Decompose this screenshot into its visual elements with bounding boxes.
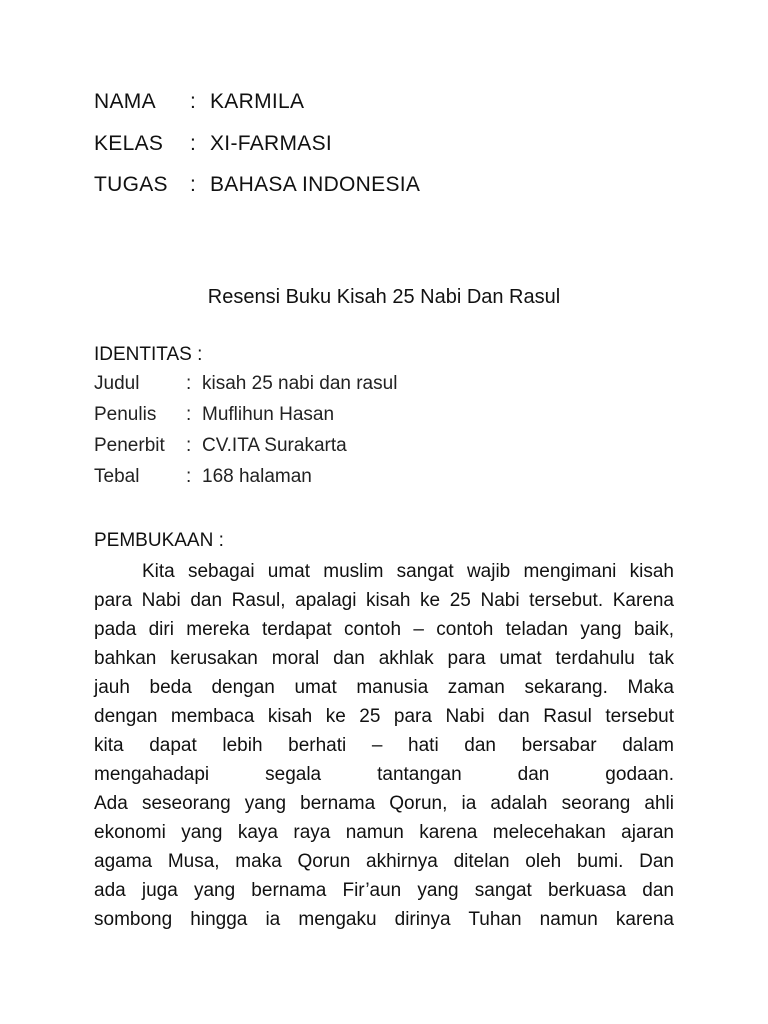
- identitas-row-judul: [94, 373, 397, 395]
- paragraph-line: kita dapat lebih berhati – hati dan bersabar dalam: [94, 735, 674, 756]
- identitas-label: Tebal: [94, 466, 140, 487]
- header-row-nama: [94, 90, 304, 114]
- identitas-heading: IDENTITAS :: [94, 344, 203, 365]
- identitas-value: kisah 25 nabi dan rasul: [202, 373, 398, 394]
- header-label: TUGAS: [94, 173, 168, 196]
- paragraph-line: dengan membaca kisah ke 25 para Nabi dan Rasul tersebut: [94, 706, 674, 727]
- paragraph-line: ada juga yang bernama Fir’aun yang sangat berkuasa dan: [94, 880, 674, 901]
- identitas-value: CV.ITA Surakarta: [202, 435, 347, 456]
- paragraph-line: ekonomi yang kaya raya namun karena melecehakan ajaran: [94, 822, 674, 843]
- paragraph-line: sombong hingga ia mengaku dirinya Tuhan namun karena: [94, 909, 674, 930]
- document-title: Resensi Buku Kisah 25 Nabi Dan Rasul: [207, 286, 561, 308]
- header-separator: :: [190, 132, 197, 155]
- paragraph-line: mengahadapi segala tantangan dan godaan.: [94, 764, 674, 785]
- identitas-row-tebal: [94, 466, 312, 488]
- identitas-label: Judul: [94, 373, 140, 394]
- paragraph-line: Kita sebagai umat muslim sangat wajib mengimani kisah: [142, 561, 674, 582]
- header-row-kelas: [94, 132, 332, 156]
- identitas-row-penulis: [94, 404, 334, 426]
- paragraph-line: para Nabi dan Rasul, apalagi kisah ke 25 Nabi tersebut. Karena: [94, 590, 674, 611]
- header-value: KARMILA: [210, 90, 305, 113]
- identitas-row-penerbit: [94, 435, 347, 457]
- identitas-separator: :: [186, 404, 192, 425]
- identitas-separator: :: [186, 466, 192, 487]
- identitas-separator: :: [186, 435, 192, 456]
- identitas-value: 168 halaman: [202, 466, 312, 487]
- paragraph-line: bahkan kerusakan moral dan akhlak para umat terdahulu tak: [94, 648, 674, 669]
- identitas-value: Muflihun Hasan: [202, 404, 335, 425]
- pembukaan-heading: PEMBUKAAN :: [94, 530, 224, 551]
- paragraph-line: Ada seseorang yang bernama Qorun, ia adalah seorang ahli: [94, 793, 674, 814]
- header-label: NAMA: [94, 90, 156, 113]
- paragraph-line: pada diri mereka terdapat contoh – contoh teladan yang baik,: [94, 619, 674, 640]
- header-value: XI-FARMASI: [210, 132, 333, 155]
- header-separator: :: [190, 173, 197, 196]
- header-row-tugas: [94, 173, 420, 197]
- header-separator: :: [190, 90, 197, 113]
- header-label: KELAS: [94, 132, 164, 155]
- identitas-separator: :: [186, 373, 192, 394]
- identitas-label: Penerbit: [94, 435, 165, 456]
- paragraph-line: jauh beda dengan umat manusia zaman sekarang. Maka: [94, 677, 674, 698]
- paragraph-line: agama Musa, maka Qorun akhirnya ditelan oleh bumi. Dan: [94, 851, 674, 872]
- pembukaan-paragraph: [94, 557, 674, 934]
- identitas-label: Penulis: [94, 404, 157, 425]
- header-value: BAHASA INDONESIA: [210, 173, 421, 196]
